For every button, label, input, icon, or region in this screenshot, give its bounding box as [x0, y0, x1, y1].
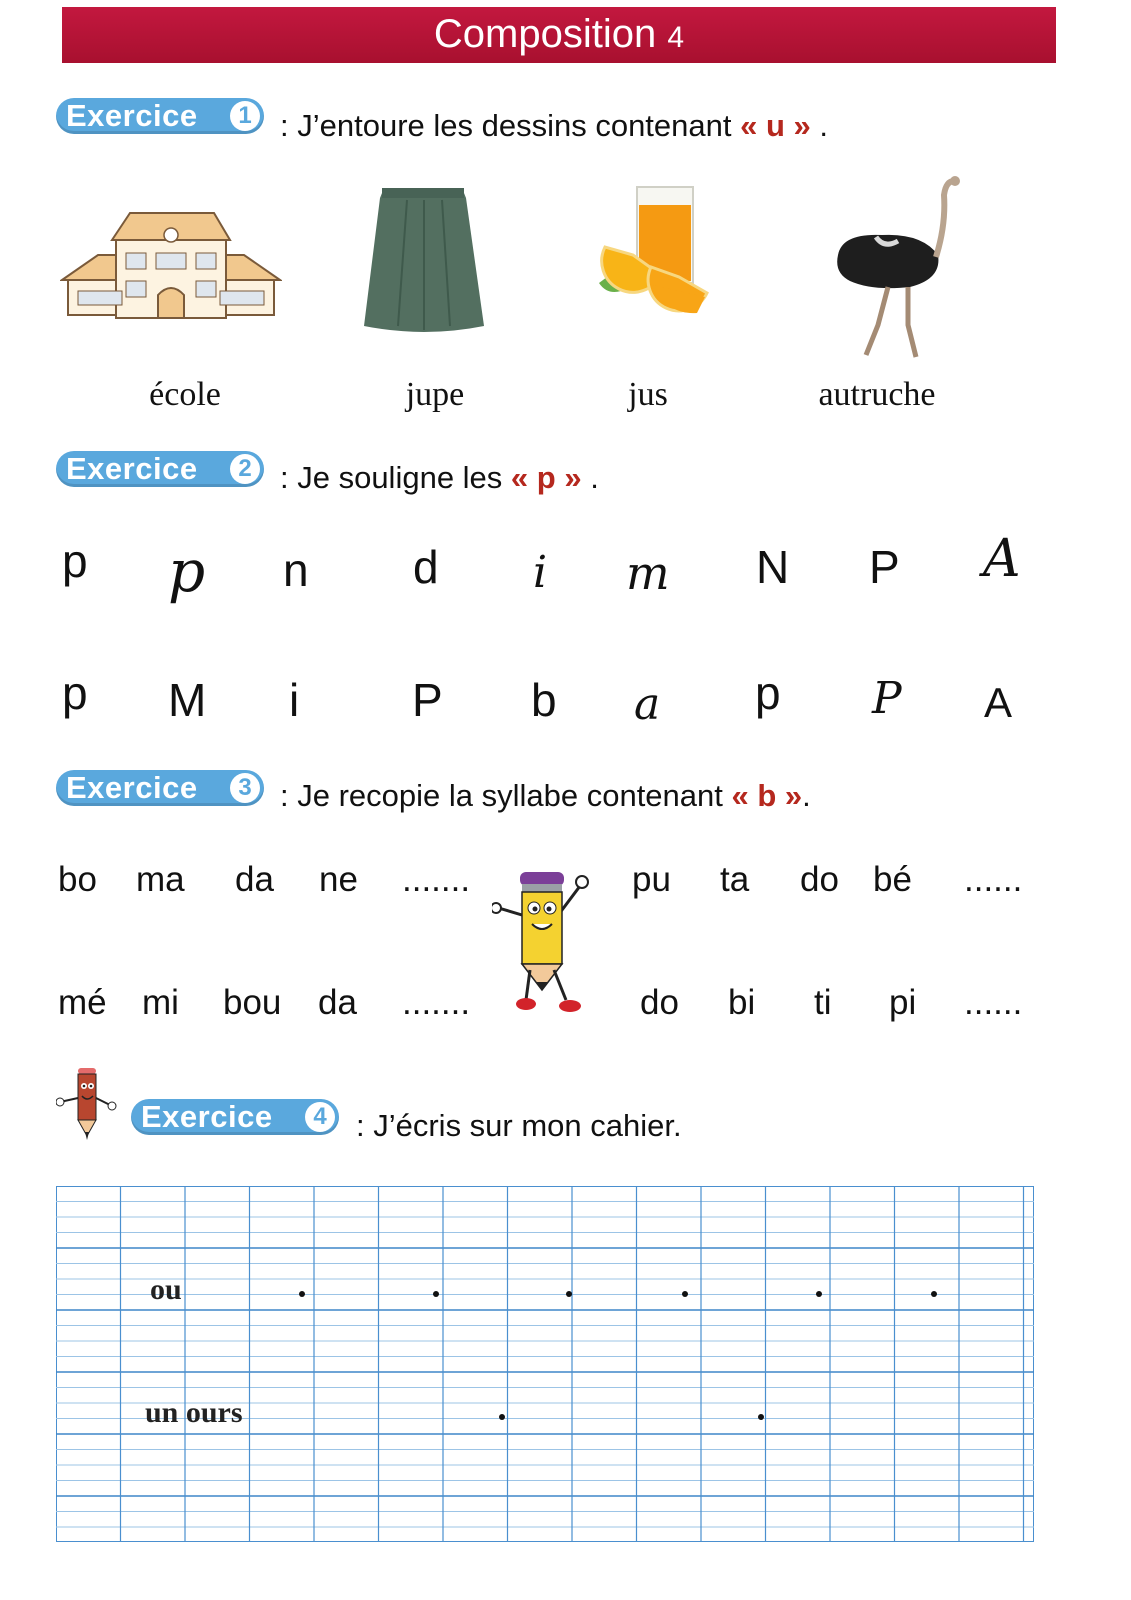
letter-cursive: i: [533, 547, 548, 598]
exercise-1-instruction: : J’entoure les dessins contenant « u » .: [280, 108, 829, 143]
exercise-badge-number: 4: [305, 1102, 335, 1132]
syllable: mi: [142, 983, 179, 1022]
exercise-1-badge: [56, 98, 264, 134]
syllable: do: [800, 860, 839, 899]
highlight-letter: « u »: [740, 108, 811, 143]
exercise-badge-label: Exercice: [66, 770, 198, 805]
syllable: mé: [58, 983, 107, 1022]
letter-cursive: m: [626, 546, 670, 600]
exercise-4-instruction: : J’écris sur mon cahier.: [356, 1108, 682, 1143]
highlight-letter: « b »: [731, 778, 803, 813]
letter-cursive: P: [872, 673, 902, 724]
exercise-badge-number: 3: [230, 773, 260, 803]
answer-blank[interactable]: .......: [402, 983, 471, 1022]
exercise-4-badge: [131, 1099, 339, 1135]
syllable: ta: [720, 860, 750, 899]
exercise-badge-number: 2: [230, 454, 260, 484]
letter: P: [412, 674, 443, 726]
answer-blank[interactable]: ......: [964, 983, 1023, 1022]
letter: P: [869, 541, 900, 593]
page-title: Composition: [433, 12, 657, 56]
syllable: ti: [814, 983, 832, 1022]
syllable: ma: [136, 860, 185, 899]
syllable: bou: [223, 983, 282, 1022]
page-title-banner: [62, 7, 1056, 63]
syllable: bi: [728, 983, 756, 1022]
highlight-letter: « p »: [510, 460, 582, 495]
start-dot: [931, 1291, 937, 1297]
letter: A: [984, 679, 1013, 726]
skirt-image: [362, 186, 486, 336]
start-dot: [816, 1291, 822, 1297]
start-dot: [682, 1291, 688, 1297]
page-title-number: 4: [667, 21, 685, 54]
exercise-badge-label: Exercice: [66, 451, 198, 486]
writing-grid[interactable]: [56, 1186, 1034, 1542]
model-word-ou: ou: [150, 1273, 182, 1306]
letter: p: [755, 667, 781, 719]
letter: d: [413, 541, 439, 593]
syllable: da: [318, 983, 357, 1022]
letter: N: [756, 541, 790, 593]
letter: n: [283, 544, 309, 596]
letter: i: [289, 674, 300, 726]
syllable: bo: [58, 860, 97, 899]
letter: p: [62, 667, 88, 719]
caption-ecole: école: [149, 376, 221, 413]
exercise-3-instruction: : Je recopie la syllabe contenant « b ».: [280, 778, 811, 813]
model-word-un-ours: un ours: [145, 1396, 243, 1429]
exercise-3-badge: [56, 770, 264, 806]
start-dot: [499, 1414, 505, 1420]
caption-jupe: jupe: [405, 376, 465, 413]
answer-blank[interactable]: .......: [402, 860, 471, 899]
ostrich-image: [832, 175, 962, 360]
letter-cursive: a: [634, 679, 661, 730]
syllable: pi: [889, 983, 917, 1022]
syllable: pu: [632, 860, 671, 899]
juice-image: [597, 185, 709, 320]
exercise-badge-label: Exercice: [66, 98, 198, 133]
syllable: do: [640, 983, 679, 1022]
letter: b: [531, 674, 557, 726]
start-dot: [299, 1291, 305, 1297]
syllable: da: [235, 860, 274, 899]
exercise-2-badge: [56, 451, 264, 487]
letter: p: [62, 535, 88, 587]
caption-autruche: autruche: [818, 376, 936, 413]
start-dot: [433, 1291, 439, 1297]
pencil-thumbs-up-icon: [56, 1066, 118, 1144]
pencil-mascot-icon: [492, 866, 592, 1014]
start-dot: [758, 1414, 764, 1420]
letter-cursive: p: [168, 537, 206, 605]
answer-blank[interactable]: ......: [964, 860, 1023, 899]
syllable: bé: [873, 860, 912, 899]
start-dot: [566, 1291, 572, 1297]
exercise-badge-number: 1: [230, 101, 260, 131]
letter-cursive: A: [983, 529, 1021, 589]
letter: M: [168, 674, 207, 726]
school-image: [60, 205, 282, 323]
caption-jus: jus: [628, 376, 668, 413]
exercise-badge-label: Exercice: [141, 1099, 273, 1134]
syllable: ne: [319, 860, 358, 899]
exercise-2-instruction: : Je souligne les « p » .: [280, 460, 599, 495]
